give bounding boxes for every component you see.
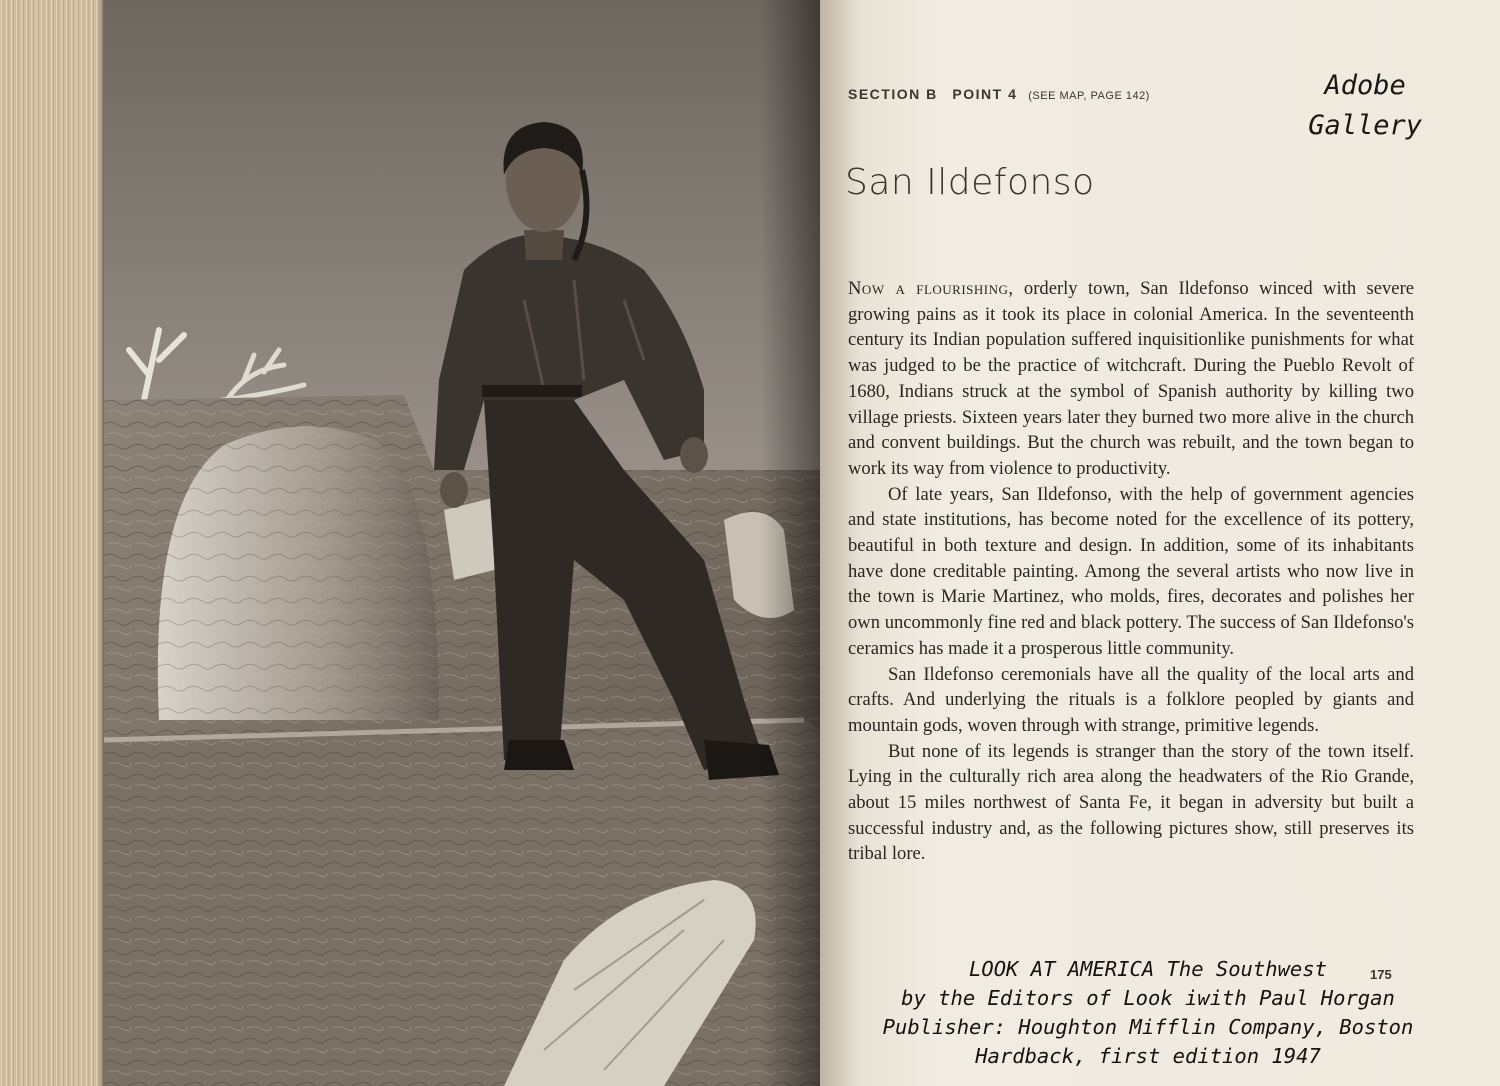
book-citation-caption — [868, 955, 1428, 1071]
man-on-adobe-wall-photo — [104, 0, 820, 1086]
caption-line-4: Hardback, first edition 1947 — [975, 1044, 1321, 1068]
watermark-line-1: Adobe — [1324, 70, 1406, 101]
page-number: 175 — [1370, 967, 1392, 982]
page-edges — [0, 0, 104, 1086]
paragraph-4: But none of its legends is stranger than the story of the town itself. Lying in the culturally rich area along the headwaters of the Rio Grande, about 15 miles northwest of Santa Fe, it began in adversity but built a successful industry and, as the following pictures show, still preserves its tribal lore. — [848, 740, 1414, 865]
watermark-line-2: Gallery — [1308, 110, 1422, 141]
paragraph-lead: Now a flourishing, — [848, 278, 1014, 299]
caption-line-1: LOOK AT AMERICA The Southwest — [969, 957, 1327, 981]
map-reference: (SEE MAP, PAGE 142) — [1028, 90, 1150, 102]
left-page — [104, 0, 820, 1086]
paragraph-text: orderly town, San Ildefonso winced with severe growing pains as it took its place in colonial America. In the seventeenth century its Indian population suffered inquisitionlike punishments for what was judged to be the practice of witchcraft. During the Pueblo Revolt of 1680, Indians struck at the symbol of Spanish authority by killing two village priests. Sixteen years later they burned two more alive in the church and convent buildings. But the church was rebuilt, and the town began to work its way from violence to productivity. — [848, 278, 1415, 479]
paragraph-3: San Ildefonso ceremonials have all the quality of the local arts and crafts. And underlying the rituals is a folklore peopled by giants and mountain gods, woven through with strange, primitive legends. — [848, 663, 1414, 736]
running-head — [848, 86, 1150, 102]
section-label: SECTION B — [848, 86, 938, 102]
article-title: San Ildefonso — [845, 162, 1095, 203]
point-label: POINT 4 — [952, 86, 1018, 102]
article-body — [848, 276, 1414, 867]
paragraph-1 — [848, 276, 1414, 482]
caption-line-3: Publisher: Houghton Mifflin Company, Boston — [882, 1015, 1414, 1039]
right-page — [820, 0, 1500, 1086]
paragraph-2: Of late years, San Ildefonso, with the help of government agencies and state institutions, has become noted for the excellence of its pottery, beautiful in both texture and design. In addition, some of its inhabitants have done creditable painting. Among the several artists who now live in the town is Marie Martinez, who molds, fires, decorates and polishes her own uncommonly fine red and black pottery. The success of San Ildefonso's ceramics has made it a prosperous little community. — [848, 483, 1414, 659]
gallery-watermark — [1308, 66, 1422, 146]
caption-line-2: by the Editors of Look iwith Paul Horgan — [901, 986, 1395, 1010]
